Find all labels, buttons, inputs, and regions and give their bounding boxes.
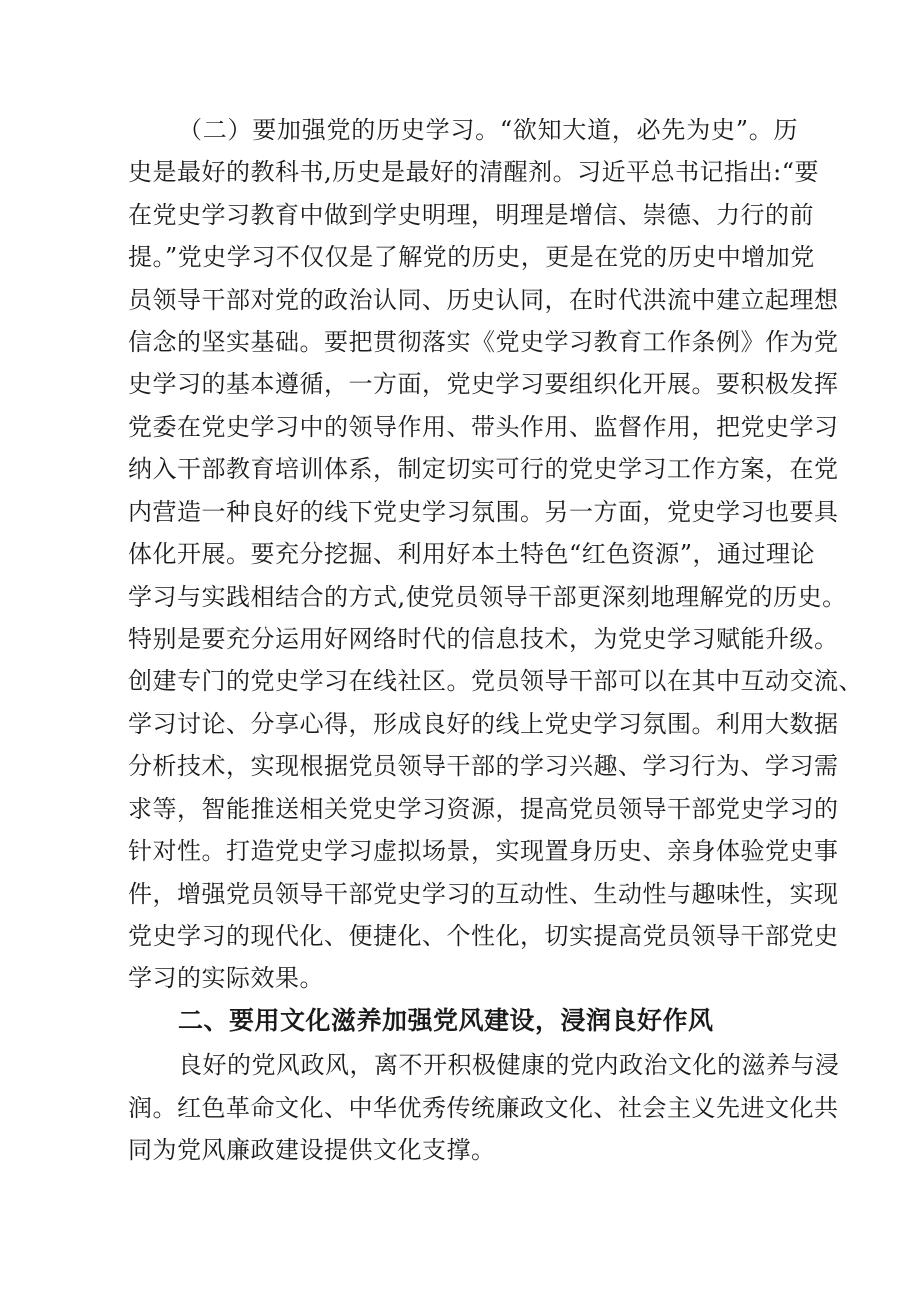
paragraph-line: 分析技术，实现根据党员领导干部的学习兴趣、学习行为、学习需 [128, 752, 839, 780]
paragraph-line: 史是最好的教科书,历史是最好的清醒剂。习近平总书记指出:“要 [128, 158, 819, 186]
paragraph-line: 信念的坚实基础。要把贯彻落实《党史学习教育工作条例》作为党 [128, 328, 839, 356]
paragraph-line: 党委在党史学习中的领导作用、带头作用、监督作用，把党史学习 [128, 413, 839, 441]
paragraph-line: 员领导干部对党的政治认同、历史认同，在时代洪流中建立起理想 [128, 286, 839, 314]
paragraph-line: 在党史学习教育中做到学史明理，明理是增信、崇德、力行的前 [128, 201, 814, 229]
section-heading: 二、要用文化滋养加强党风建设，浸润良好作风 [178, 1006, 714, 1035]
paragraph-line: 学习的实际效果。 [128, 964, 324, 992]
paragraph-line: （二）要加强党的历史学习。“欲知大道，必先为史”。历 [178, 116, 798, 144]
paragraph-line: 创建专门的党史学习在线社区。党员领导干部可以在其中互动交流、 [128, 667, 863, 695]
paragraph-line: 针对性。打造党史学习虚拟场景，实现置身历史、亲身体验党史事 [128, 837, 839, 865]
paragraph-line: 特别是要充分运用好网络时代的信息技术，为党史学习赋能升级。 [128, 625, 839, 653]
paragraph-line: 同为党风廉政建设提供文化支撑。 [128, 1136, 496, 1164]
paragraph-line: 件，增强党员领导干部党史学习的互动性、生动性与趣味性，实现 [128, 880, 839, 908]
paragraph-line: 润。红色革命文化、中华优秀传统廉政文化、社会主义先进文化共 [128, 1094, 839, 1122]
paragraph-line: 学习与实践相结合的方式,使党员领导干部更深刻地理解党的历史。 [128, 583, 847, 611]
paragraph-line: 体化开展。要充分挖掘、利用好本土特色“红色资源”，通过理论 [128, 540, 816, 568]
paragraph-line: 史学习的基本遵循，一方面，党史学习要组织化开展。要积极发挥 [128, 370, 839, 398]
paragraph-line: 学习讨论、分享心得，形成良好的线上党史学习氛围。利用大数据 [128, 710, 839, 738]
paragraph-line: 内营造一种良好的线下党史学习氛围。另一方面，党史学习也要具 [128, 498, 839, 526]
paragraph-line: 纳入干部教育培训体系，制定切实可行的党史学习工作方案，在党 [128, 455, 839, 483]
paragraph-line: 党史学习的现代化、便捷化、个性化，切实提高党员领导干部党史 [128, 922, 839, 950]
paragraph-line: 提。”党史学习不仅仅是了解党的历史，更是在党的历史中增加党 [128, 243, 815, 271]
paragraph-line: 良好的党风政风，离不开积极健康的党内政治文化的滋养与浸 [178, 1051, 840, 1079]
paragraph-line: 求等，智能推送相关党史学习资源，提高党员领导干部党史学习的 [128, 795, 839, 823]
